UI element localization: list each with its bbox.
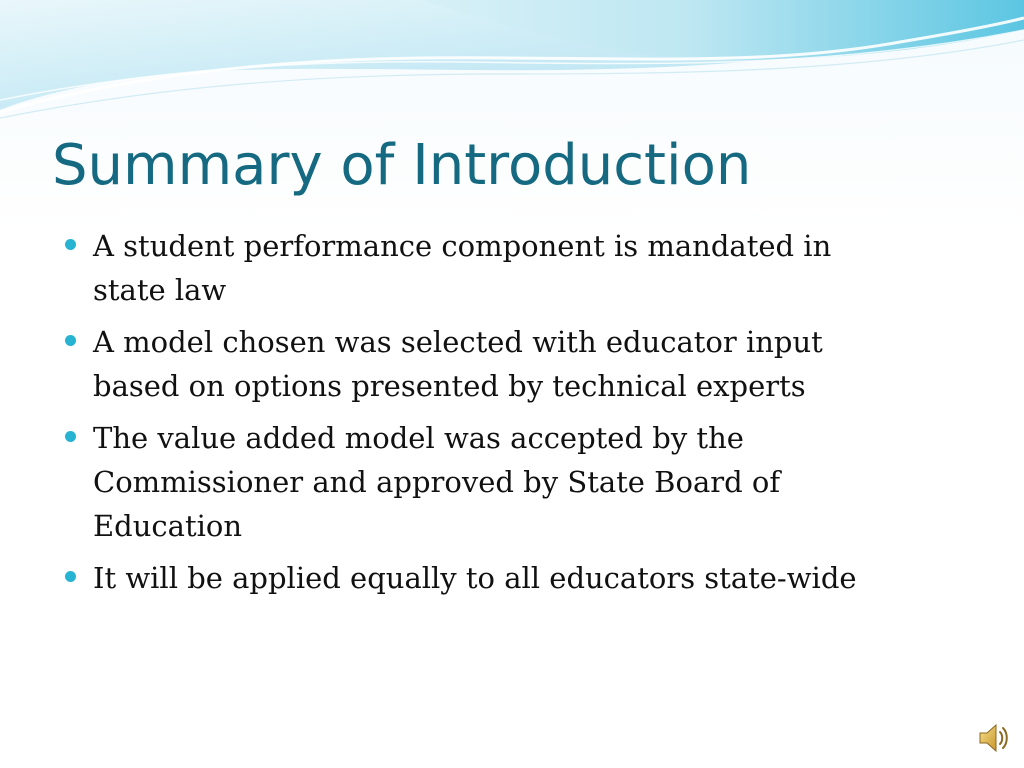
bullet-text: It will be applied equally to all educators state-wide <box>93 561 857 595</box>
bullet-text: A student performance component is mandated in state law <box>93 229 832 307</box>
bullet-item <box>62 416 912 548</box>
slide-title: Summary of Introduction <box>52 133 752 198</box>
bullet-dot-icon <box>65 431 76 442</box>
bullet-text: The value added model was accepted by the Commissioner and approved by State Board of Education <box>93 421 781 543</box>
bullet-item <box>62 556 912 600</box>
bullet-dot-icon <box>65 335 76 346</box>
bullet-dot-icon <box>65 239 76 250</box>
bullet-dot-icon <box>65 571 76 582</box>
bullet-item <box>62 320 912 408</box>
bullet-item <box>62 224 912 312</box>
header-wave-decoration <box>0 0 1024 130</box>
bullet-text: A model chosen was selected with educator input based on options presented by technical experts <box>93 325 823 403</box>
bullet-list <box>62 224 912 608</box>
speaker-icon[interactable] <box>976 720 1012 756</box>
